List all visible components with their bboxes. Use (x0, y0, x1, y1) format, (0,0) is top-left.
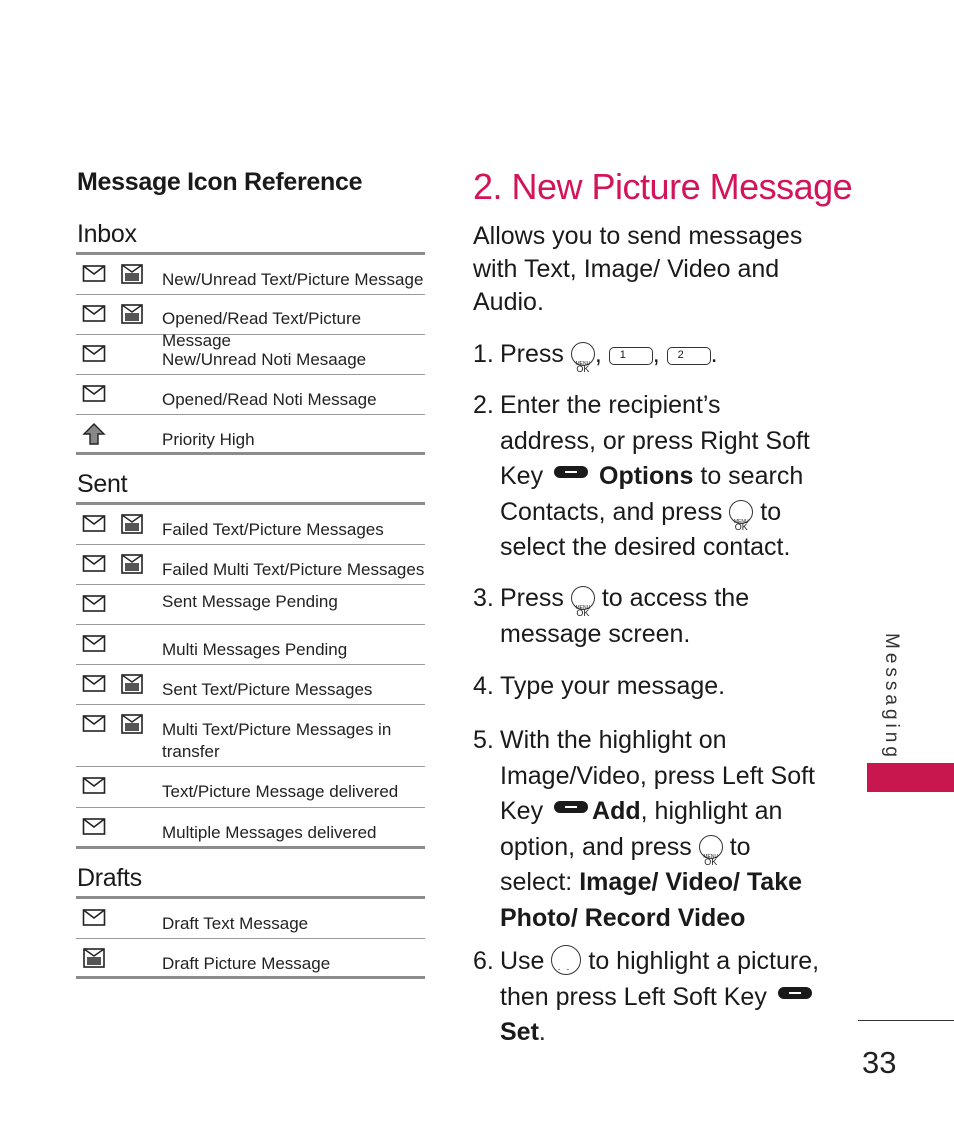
menu-ok-key-icon (729, 500, 753, 524)
open-noti-message-icon (82, 383, 106, 405)
step-text: to highlight a picture, then press Left Soft Key (500, 947, 820, 1011)
row-label: Failed Text/Picture Messages (162, 520, 384, 539)
failed-envelope-icon (82, 513, 106, 535)
row-label: Sent Message Pending (162, 592, 338, 611)
table-row (76, 899, 425, 939)
step-number: 3. (473, 584, 494, 612)
failed-picture-message-icon (120, 513, 144, 535)
set-label: Set (500, 1018, 539, 1046)
page-number-rule (858, 1020, 954, 1021)
side-tab-bar (867, 763, 954, 792)
right-soft-key-icon (554, 466, 588, 478)
step-text: to search Contacts, and press (500, 462, 804, 526)
drafts-heading: Drafts (77, 864, 142, 892)
page-title: 2. New Picture Message (473, 166, 853, 207)
multi-transfer-picture-icon (120, 713, 144, 735)
step-text: Press (500, 340, 564, 368)
step-text: Enter the recipient’s address, or press Right Soft Key (500, 391, 810, 490)
step-text: to select: (500, 832, 751, 896)
add-label: Add (592, 797, 641, 825)
table-row (76, 625, 425, 665)
step-text: With the highlight on Image/Video, press Left Soft Key (500, 726, 816, 825)
row-label: Multiple Messages delivered (162, 823, 377, 842)
failed-multi-envelope-icon (82, 553, 106, 575)
step-1: 1. Press MENU OK , 1 , 2 . (473, 337, 843, 373)
side-tab-label: Messaging (881, 633, 902, 761)
multi-delivered-icon (82, 816, 106, 838)
step-3 (473, 581, 773, 652)
table-row (76, 255, 425, 295)
section-title: Message Icon Reference (77, 168, 363, 196)
sent-table (76, 502, 425, 849)
table-row (76, 808, 425, 849)
step-text: . (538, 1018, 546, 1046)
step-text: to select the desired contact. (500, 497, 791, 561)
table-row (76, 415, 425, 455)
step-text: , highlight an option, and press (500, 797, 783, 861)
step-number: 2. (473, 391, 494, 419)
row-label: Failed Multi Text/Picture Messages (162, 560, 425, 579)
draft-picture-icon (82, 947, 106, 969)
row-label: Draft Picture Message (162, 954, 331, 973)
table-row (76, 505, 425, 545)
table-row (76, 939, 425, 979)
pending-envelope-icon (82, 593, 106, 615)
sent-picture-message-icon (120, 673, 144, 695)
sent-envelope-icon (82, 673, 106, 695)
table-row (76, 585, 425, 625)
row-label: Opened/Read Noti Message (162, 390, 377, 409)
step-text: Type your message. (500, 672, 726, 700)
row-label: New/Unread Text/Picture Message (162, 270, 424, 289)
row-label: Multi Text/Picture Messages in transfer (162, 720, 392, 761)
envelope-icon (82, 263, 106, 285)
step-number: 5. (473, 726, 494, 754)
menu-ok-key-icon (571, 586, 595, 610)
step-text: Use (500, 947, 545, 975)
step-6 (473, 944, 823, 1051)
row-label: Draft Text Message (162, 914, 309, 933)
noti-message-icon (82, 343, 106, 365)
key-1-icon: 1 (609, 347, 653, 365)
row-label: New/Unread Noti Mesaage (162, 350, 367, 369)
step-text: Press (500, 584, 564, 612)
row-label: Sent Text/Picture Messages (162, 680, 373, 699)
table-row (76, 545, 425, 585)
step-2 (473, 388, 818, 566)
row-label: Multi Messages Pending (162, 640, 348, 659)
page-number: 33 (862, 1045, 897, 1080)
draft-envelope-icon (82, 907, 106, 929)
step-text: to access the message screen. (500, 584, 750, 648)
table-row (76, 705, 425, 767)
sent-heading: Sent (77, 470, 128, 498)
inbox-table (76, 252, 425, 455)
table-row (76, 767, 425, 808)
row-label: Opened/Read Text/Picture Message (162, 309, 362, 350)
drafts-table (76, 896, 425, 979)
inbox-heading: Inbox (77, 220, 137, 248)
open-picture-message-icon (120, 303, 144, 325)
multi-transfer-envelope-icon (82, 713, 106, 735)
table-row (76, 295, 425, 350)
menu-ok-key-icon (699, 835, 723, 859)
options-list: Image/ Video/ Take Photo/ Record Video (500, 868, 802, 932)
left-soft-key-icon (778, 987, 812, 999)
options-label: Options (599, 462, 694, 490)
delivered-icon (82, 775, 106, 797)
step-number: 1. (473, 340, 494, 368)
row-label: Text/Picture Message delivered (162, 782, 399, 801)
priority-up-arrow-icon (82, 423, 106, 445)
left-soft-key-icon (554, 801, 588, 813)
row-label: Priority High (162, 430, 255, 449)
table-row (76, 375, 425, 415)
step-4 (473, 669, 843, 705)
step-number: 6. (473, 947, 494, 975)
open-envelope-icon (82, 303, 106, 325)
multi-pending-icon (82, 633, 106, 655)
picture-message-icon (120, 263, 144, 285)
table-row (76, 335, 425, 375)
failed-multi-picture-icon (120, 553, 144, 575)
navigation-key-icon (551, 945, 581, 975)
menu-ok-key-icon (571, 342, 595, 366)
intro-text: Allows you to send messages with Text, Image/ Video and Audio. (473, 222, 803, 316)
table-row (76, 665, 425, 705)
key-2-icon: 2 (667, 347, 711, 365)
step-number: 4. (473, 672, 494, 700)
step-5 (473, 723, 823, 936)
